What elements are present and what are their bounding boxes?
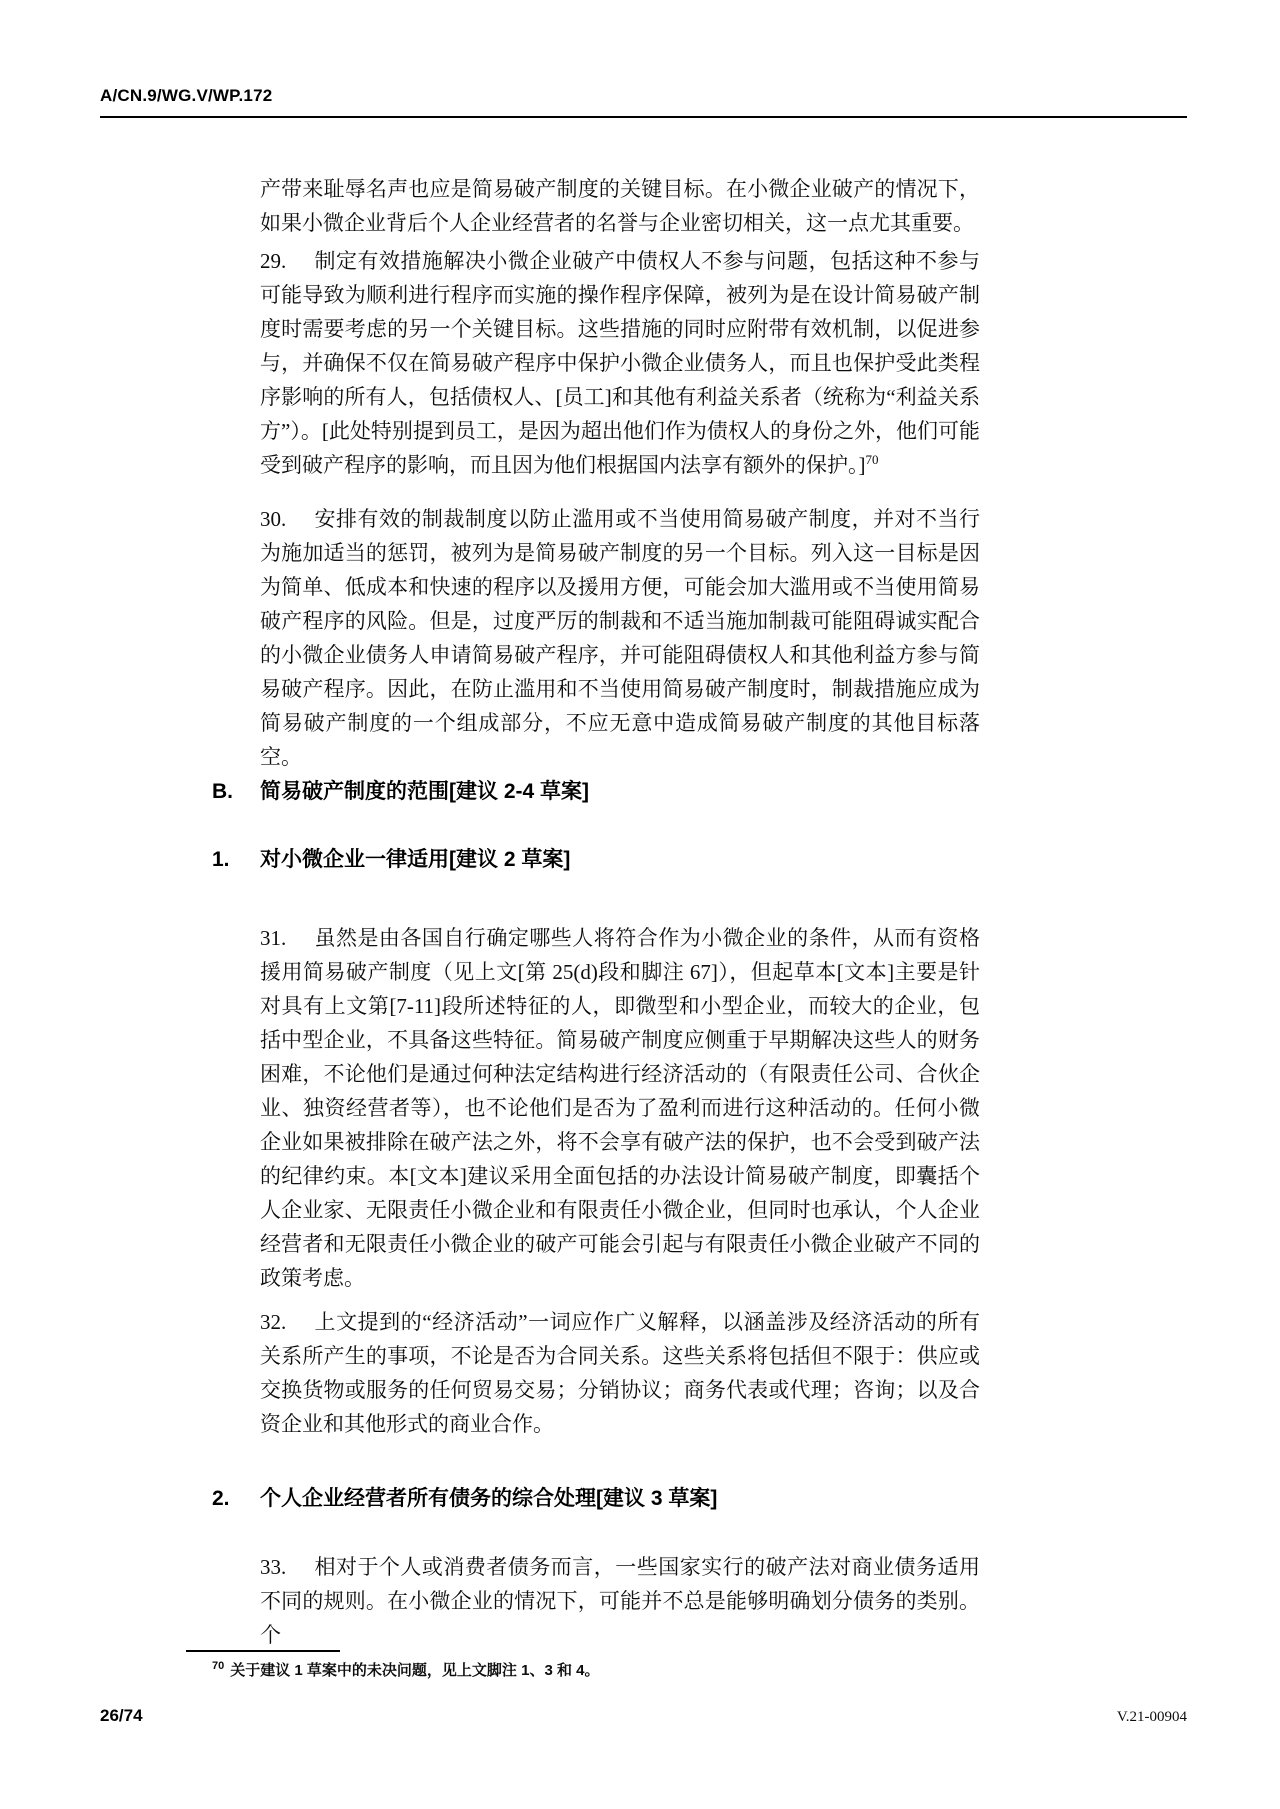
section-heading-label: B. — [212, 780, 233, 803]
paragraph-number: 29. — [260, 249, 287, 273]
footnote-text: 关于建议 1 草案中的未决问题，见上文脚注 1、3 和 4。 — [230, 1662, 600, 1679]
section-heading-title: 简易破产制度的范围[建议 2-4 草案] — [260, 780, 590, 803]
paragraph-text: 虽然是由各国自行确定哪些人将符合作为小微企业的条件，从而有资格援用简易破产制度（见上文[第 25(d)段和脚注 67]），但起草本[文本]主要是针对具有上文第[7-11]段所述特征的人，即微型和小型企业，而较大的企业，包括中型企业，不具备这些特征。简易破产制度应侧重于早期解决这些人的财务困难，不论他们是通过何种法定结构进行经济活动的（有限责任公司、合伙企业、独资经营者等），也不论他们是否为了盈利而进行这种活动的。任何小微企业如果被排除在破产法之外，将不会享有破产法的保护，也不会受到破产法的纪律约束。本[文本]建议采用全面包括的办法设计简易破产制度，即囊括个人企业家、无限责任小微企业和有限责任小微企业，但同时也承认，个人企业经营者和无限责任小微企业的破产可能会引起与有限责任小微企业破产不同的政策考虑。 — [260, 926, 980, 1290]
header-rule — [100, 116, 1187, 118]
subsection-heading-title: 对小微企业一律适用[建议 2 草案] — [260, 848, 571, 871]
paragraph-32 — [260, 1305, 980, 1441]
paragraph-number: 33. — [260, 1555, 287, 1579]
paragraph-31 — [260, 921, 980, 1295]
footnote-marker: 70 — [212, 1660, 225, 1672]
section-heading-b — [212, 779, 982, 805]
paragraph-text: 制定有效措施解决小微企业破产中债权人不参与问题，包括这种不参与可能导致为顺利进行程序而实施的操作程序保障，被列为是在设计简易破产制度时需要考虑的另一个关键目标。这些措施的同时应附带有效机制，以促进参与，并确保不仅在简易破产程序中保护小微企业债务人，而且也保护受此类程序影响的所有人，包括债权人、[员工]和其他有利益关系者（统称为“利益关系方”）。[此处特别提到员工，是因为超出他们作为债权人的身份之外，他们可能受到破产程序的影响，而且因为他们根据国内法享有额外的保护。] — [260, 249, 980, 477]
subsection-heading-title: 个人企业经营者所有债务的综合处理[建议 3 草案] — [260, 1487, 718, 1510]
footnote-separator — [186, 1650, 340, 1652]
subsection-heading-label: 1. — [212, 848, 230, 871]
paragraph-29 — [260, 244, 980, 482]
subsection-heading-1 — [212, 847, 982, 873]
subsection-heading-label: 2. — [212, 1487, 230, 1510]
paragraph-text: 产带来耻辱名声也应是简易破产制度的关键目标。在小微企业破产的情况下，如果小微企业背后个人企业经营者的名誉与企业密切相关，这一点尤其重要。 — [260, 177, 980, 235]
paragraph-text: 上文提到的“经济活动”一词应作广义解释，以涵盖涉及经济活动的所有关系所产生的事项，不论是否为合同关系。这些关系将包括但不限于：供应或交换货物或服务的任何贸易交易；分销协议；商务代表或代理；咨询；以及合资企业和其他形式的商业合作。 — [260, 1310, 980, 1436]
footnote-reference: 70 — [865, 452, 879, 467]
paragraph-number: 30. — [260, 507, 287, 531]
footnote-70 — [212, 1660, 952, 1682]
paragraph-text: 安排有效的制裁制度以防止滥用或不当使用简易破产制度，并对不当行为施加适当的惩罚，被列为是简易破产制度的另一个目标。列入这一目标是因为简单、低成本和快速的程序以及援用方便，可能会加大滥用或不当使用简易破产程序的风险。但是，过度严厉的制裁和不适当施加制裁可能阻碍诚实配合的小微企业债务人申请简易破产程序，并可能阻碍债权人和其他利益方参与简易破产程序。因此，在防止滥用和不当使用简易破产制度时，制裁措施应成为简易破产制度的一个组成部分，不应无意中造成简易破产制度的其他目标落空。 — [260, 507, 980, 769]
paragraph-33 — [260, 1550, 980, 1652]
page-number: 26/74 — [100, 1706, 143, 1725]
paragraph-number: 32. — [260, 1310, 287, 1334]
paragraph-text: 相对于个人或消费者债务而言，一些国家实行的破产法对商业债务适用不同的规则。在小微企业的情况下，可能并不总是能够明确划分债务的类别。个 — [260, 1555, 980, 1647]
paragraph-number: 31. — [260, 926, 287, 950]
doc-symbol: A/CN.9/WG.V/WP.172 — [100, 86, 273, 105]
document-reference: V.21-00904 — [1116, 1709, 1187, 1725]
paragraph-30 — [260, 502, 980, 774]
subsection-heading-2 — [212, 1486, 982, 1512]
paragraph-continuation — [260, 172, 980, 240]
